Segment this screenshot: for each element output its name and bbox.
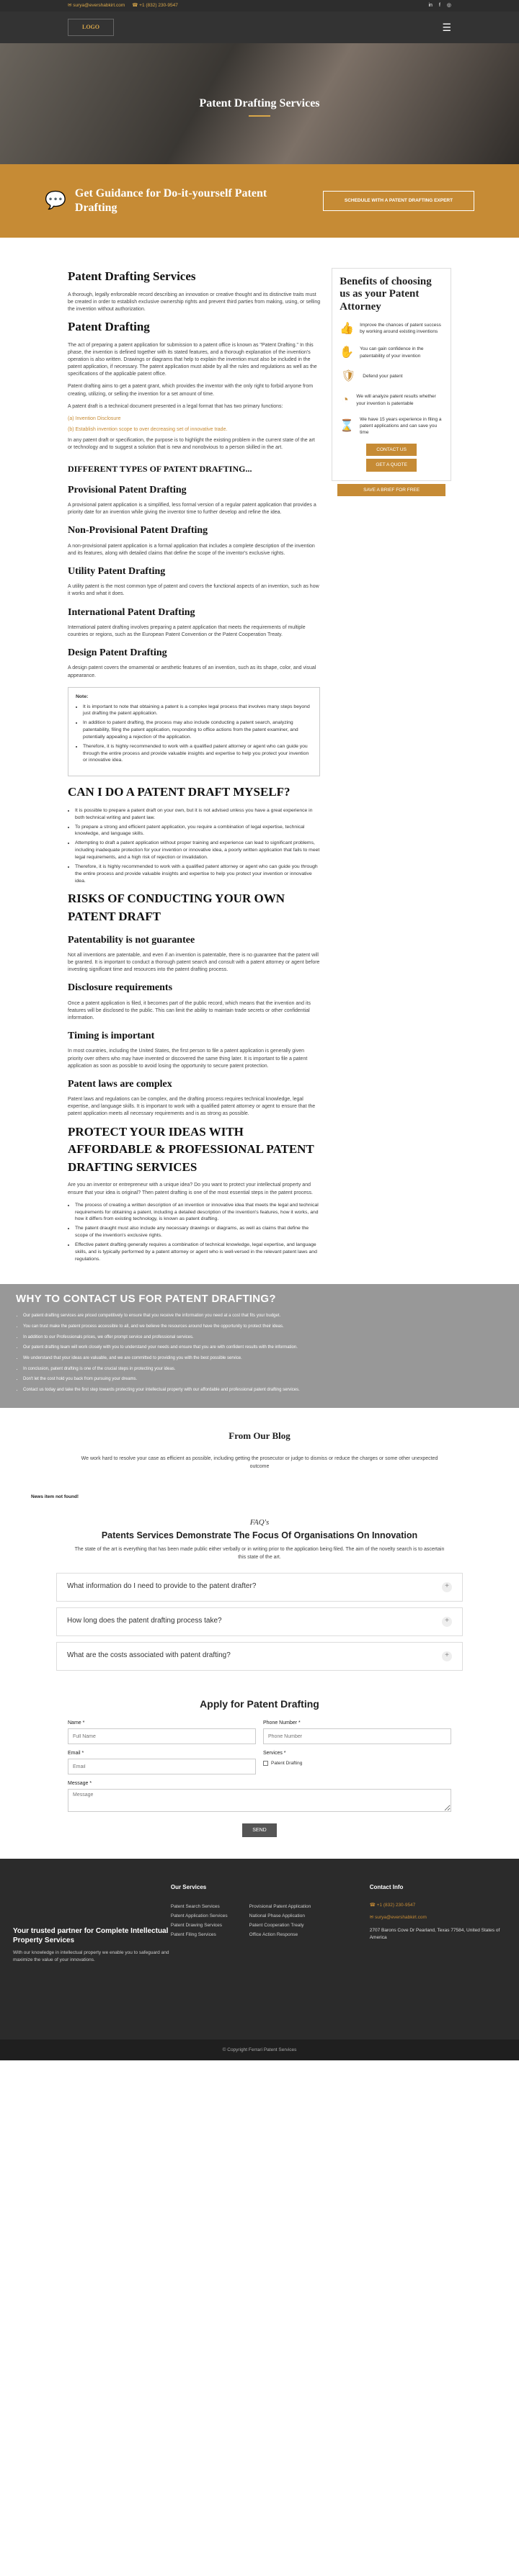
- paragraph: A utility patent is the most common type of patent and covers the functional aspects of an invention, such as how it works and what it does.: [68, 584, 319, 597]
- services-heading: Our Services: [170, 1884, 207, 1891]
- contact-us-button[interactable]: CONTACT US: [366, 444, 417, 456]
- linkedin-icon[interactable]: in: [428, 2, 432, 8]
- subsection-heading: Patentability is not guarantee: [68, 934, 195, 946]
- list-item: • To prepare a strong and efficient patent application, you require a combination of legal expertise, technical knowledge, and language skills.: [75, 824, 320, 838]
- subsection-heading: International Patent Drafting: [68, 606, 195, 618]
- paragraph: A patent draft is a technical document presented in a legal format that has two primary functions:: [68, 403, 283, 409]
- list-item: • In addition to our Professionals prices, we offer prompt service and professional services.: [23, 1334, 519, 1341]
- faq-item[interactable]: [56, 1607, 463, 1636]
- list-item: • In addition to patent drafting, the process may also include conducting a patent search, analyzing patentability, filing the patent application, responding to office actions from the patent examiner, and potentially appealing a rejection of the application.: [83, 719, 312, 741]
- plus-icon[interactable]: +: [442, 1617, 452, 1627]
- chat-icon: 💬: [45, 190, 66, 210]
- footer-tagline: Your trusted partner for Complete Intellectual Property Services: [13, 1927, 169, 1945]
- guidance-title: Get Guidance for Do-it-yourself Patent Drafting: [74, 187, 267, 214]
- list-item: • We understand that your ideas are valuable, and we are committed to providing you with the best possible service.: [23, 1355, 519, 1362]
- feature-text: We have 15 years experience in filing a patent applications and can save you time: [360, 416, 442, 436]
- logo[interactable]: LOGO: [68, 19, 114, 36]
- why-contact-section: [0, 1284, 519, 1407]
- section-heading: Patent Drafting: [68, 320, 150, 334]
- paragraph: Patent drafting aims to get a patent grant, which provides the inventor with the only right to forbid anyone from creating, utilizing, or selling the invention for a set amount of time.: [68, 384, 314, 397]
- hourglass-icon: ⌛: [340, 420, 355, 433]
- shield-icon: 🛡: [341, 370, 356, 383]
- contact-heading: Contact Info: [369, 1884, 404, 1891]
- list-item: • The process of creating a written description of an invention or innovative idea that meets the legal and technical requirements for obtaining a patent, including a detailed description of the invention's features, how it works, and how it differs from existing technology, is known as patent drafting.: [75, 1202, 320, 1224]
- phone-label: Phone Number *: [263, 1720, 301, 1725]
- faq-question: What are the costs associated with patent drafting?: [67, 1651, 231, 1660]
- feature-text: You can gain confidence in the patentability of your invention: [360, 346, 424, 359]
- footer-link[interactable]: Patent Application Services: [170, 1913, 228, 1919]
- subsection-heading: Disclosure requirements: [68, 982, 173, 994]
- footer-phone[interactable]: ☎ +1 (832) 230-9547: [369, 1903, 416, 1908]
- list-item: • The patent draught must also include any necessary drawings or diagrams, as well as claims that define the scope of the invention's exclusive rights.: [75, 1225, 320, 1239]
- feature-item: [340, 344, 443, 361]
- menu-icon[interactable]: ☰: [442, 21, 451, 33]
- list-item: • Therefore, it is highly recommended to work with a qualified patent attorney or agent who can guide you through the entire process and provide valuable insights and expertise to help you protect your invention or innovative idea.: [83, 743, 312, 765]
- paragraph: The act of preparing a patent application for submission to a patent office is known as "Patent Drafting." In this phase, the invention is defined together with its stated features, and a thorough explanation of the invention's operation is also written. Drawings or diagrams that help to explain the invention must also be included in the patent application, if necessary. The patent application must abide by all the rules and regulations as well as the specifications of the applicable patent office.: [68, 342, 317, 377]
- plus-icon[interactable]: +: [442, 1582, 452, 1592]
- facebook-icon[interactable]: f: [438, 2, 440, 8]
- footer-link[interactable]: Patent Drawing Services: [170, 1923, 223, 1929]
- service-option: Patent Drafting: [271, 1761, 303, 1767]
- subsection-heading: Utility Patent Drafting: [68, 565, 166, 577]
- feature-item: [340, 368, 443, 385]
- list-item: • Attempting to draft a patent application without proper training and experience can lead to significant problems, including inadequate protection for your invention or innovative idea, a poorly written application that fails to meet legal requirements, and a high risk of rejection or invalidation.: [75, 840, 320, 861]
- subsection-heading: Timing is important: [68, 1031, 155, 1042]
- footer-link[interactable]: National Phase Application: [249, 1913, 305, 1919]
- section-heading: CAN I DO A PATENT DRAFT MYSELF?: [68, 785, 290, 799]
- footer-link[interactable]: Provisional Patent Application: [249, 1904, 311, 1910]
- message-field[interactable]: [68, 1789, 451, 1812]
- paragraph: In any patent draft or specification, the purpose is to highlight the existing problem in the current state of the art or technology and to suggest a solution that is new and nonobvious to a person skilled in the art.: [68, 438, 315, 451]
- faq-question: What information do I need to provide to the patent drafter?: [67, 1582, 257, 1591]
- paragraph: International patent drafting involves preparing a patent application that meets the requirements of multiple countries or regions, such as the European Patent Convention or the Patent Cooperation Treaty.: [68, 624, 306, 637]
- apply-form: [0, 1677, 519, 1838]
- content-column: [68, 268, 320, 1268]
- faq-item[interactable]: [56, 1573, 463, 1602]
- footer-link[interactable]: Patent Search Services: [170, 1904, 220, 1910]
- form-title: Apply for Patent Drafting: [200, 1697, 319, 1710]
- checkbox-icon[interactable]: [263, 1761, 268, 1766]
- list-item: • Effective patent drafting generally requires a combination of technical knowledge, legal expertise, and language skills, and is typically performed by a patent attorney or agent who is well-versed in the relevant patent laws and regulations.: [75, 1242, 320, 1263]
- list-item: • Therefore, it is highly recommended to work with a qualified patent attorney or agent who can guide you through the entire process and provide valuable insights and expertise to help you protect your invention or innovative idea.: [75, 863, 320, 885]
- email-link[interactable]: ✉ surya@evershabkirt.com: [68, 3, 125, 9]
- services-label: Services *: [263, 1751, 286, 1756]
- paragraph: A design patent covers the ornamental or aesthetic features of an invention, such as its shape, color, and visual appearance.: [68, 665, 316, 678]
- faq-tag: FAQ's: [249, 1518, 270, 1527]
- list-item: • It is possible to prepare a patent draft on your own, but it is not advised unless you have a great experience in both technical writing and patent law.: [75, 807, 320, 822]
- copyright: © Copyright Ferrari Patent Services: [0, 2039, 519, 2060]
- note-label: Note:: [76, 694, 89, 699]
- email-label: Email *: [68, 1751, 84, 1756]
- hero-banner: [0, 43, 519, 164]
- feature-text: Improve the chances of patent success by working around existing inventions: [360, 322, 441, 335]
- schedule-button[interactable]: SCHEDULE WITH A PATENT DRAFTING EXPERT: [323, 191, 474, 210]
- disclosure-link[interactable]: (a) Invention Disclosure: [68, 416, 121, 421]
- section-heading: PROTECT YOUR IDEAS WITH AFFORDABLE & PROFESSIONAL PATENT DRAFTING SERVICES: [68, 1124, 314, 1174]
- scope-link[interactable]: (b) Establish invention scope to over decreasing set of innovative trade.: [68, 426, 228, 432]
- plus-icon[interactable]: +: [442, 1651, 452, 1661]
- faq-question: How long does the patent drafting process take?: [67, 1617, 222, 1625]
- feature-item: [340, 320, 443, 337]
- paragraph: A non-provisional patent application is a formal application that includes a complete description of the invention and its features, along with detailed claims that define the scope of the inventor's exclusive rights.: [68, 543, 315, 556]
- faq-subtitle: The state of the art is everything that has been made public either verbally or in writing prior to the application being filed. The aim of the novelty search is to ascertain this state of the art.: [74, 1547, 445, 1560]
- feature-text: We will analyze patent results whether your invention is patentable: [356, 394, 436, 406]
- section-heading: DIFFERENT TYPES OF PATENT DRAFTING...: [68, 464, 252, 475]
- list-item: • It is important to note that obtaining a patent is a complex legal process that involves many steps beyond just drafting the patent application.: [83, 704, 312, 718]
- footer-email[interactable]: ✉ surya@evershabkirt.com: [369, 1915, 427, 1921]
- sidebar-title: Benefits of choosing us as your Patent Attorney: [340, 276, 432, 313]
- service-checkbox[interactable]: [263, 1760, 451, 1767]
- list-item: • Our patent drafting team will work closely with you to understand your needs and ensure that you are with confident results with the information.: [23, 1345, 519, 1351]
- faq-item[interactable]: [56, 1642, 463, 1671]
- feature-item: [340, 392, 443, 408]
- no-news-message: News item not found!: [31, 1494, 79, 1499]
- guidance-banner: [0, 164, 519, 238]
- benefits-box: [332, 268, 451, 481]
- get-quote-button[interactable]: GET A QUOTE: [366, 459, 417, 471]
- paragraph: Patent laws and regulations can be complex, and the drafting process requires technical knowledge, legal expertise, and language skills. It is important to work with a qualified patent attorney or agent to ensure that the patent application meets all necessary requirements and is as strong as possible.: [68, 1097, 316, 1117]
- blog-text: We work hard to resolve your case as efficient as possible, including getting the prosecutor or judge to dismiss or reduce the charges or some other unexpected outcome: [81, 1455, 438, 1469]
- faq-section: [0, 1500, 519, 1670]
- paragraph: In most countries, including the United States, the first person to file a patent application is generally given priority over others who may have invented or discovered the same thing later. It is important to file a patent application as soon as possible to avoid losing the opportunity to secure patent protection.: [68, 1049, 308, 1069]
- name-field[interactable]: [68, 1728, 256, 1744]
- footer-link[interactable]: Patent Cooperation Treaty: [249, 1923, 304, 1929]
- subsection-heading: Design Patent Drafting: [68, 647, 167, 659]
- blog-section: [0, 1408, 519, 1471]
- pie-chart-icon: ◔: [341, 394, 349, 407]
- thumbs-up-icon: 👍: [340, 322, 355, 335]
- footer-link[interactable]: Patent Filing Services: [170, 1932, 216, 1938]
- name-label: Name *: [68, 1720, 85, 1725]
- list-item: • Don't let the cost hold you back from pursuing your dreams.: [23, 1376, 519, 1383]
- top-bar: [0, 0, 519, 12]
- subsection-heading: Patent laws are complex: [68, 1078, 172, 1090]
- sidebar: [332, 268, 451, 1268]
- why-title: WHY TO CONTACT US FOR PATENT DRAFTING?: [16, 1293, 276, 1306]
- send-button[interactable]: SEND: [242, 1823, 276, 1837]
- save-brief-button[interactable]: SAVE A BRIEF FOR FREE: [337, 484, 445, 496]
- subsection-heading: Non-Provisional Patent Drafting: [68, 525, 208, 537]
- list-item: • Contact us today and take the first step towards protecting your intellectual property with our affordable and professional patent drafting services.: [23, 1387, 519, 1394]
- phone-link[interactable]: ☎ +1 (832) 230-9547: [132, 3, 178, 9]
- footer-address: 2707 Barons Cove Dr Pearland, Texas 77584, United States of America: [369, 1927, 500, 1940]
- hand-icon: ✋: [340, 346, 355, 359]
- feature-text: Defend your patent: [363, 374, 403, 379]
- faq-title: Patents Services Demonstrate The Focus Of Organisations On Innovation: [101, 1530, 418, 1541]
- main-section: [0, 238, 519, 1268]
- paragraph: A provisional patent application is a simplified, less formal version of a regular patent application that provides a priority date for an invention while giving the inventor time to further develop and refine the idea.: [68, 503, 316, 516]
- note-box: [68, 687, 320, 777]
- subsection-heading: Provisional Patent Drafting: [68, 484, 187, 495]
- paragraph: A thorough, legally enforceable record describing an innovation or creative thought and its distinctive traits must be created in order to establish exclusive ownership rights and prevent third parties from making, using, or selling the invention without authorization.: [68, 292, 321, 312]
- instagram-icon[interactable]: ◎: [446, 2, 451, 8]
- paragraph: Are you an inventor or entrepreneur with a unique idea? Do you want to protect your intellectual property and ensure that your idea is original? Then patent drafting is one of the most essential steps in the patent process.: [68, 1182, 313, 1195]
- blog-title: From Our Blog: [229, 1430, 290, 1441]
- list-item: • In conclusion, patent drafting is one of the crucial steps in protecting your ideas.: [23, 1366, 519, 1373]
- list-item: • Our patent drafting services are priced competitively to ensure that you receive the information you need at a cost that fits your budget.: [23, 1313, 519, 1319]
- navbar: [0, 12, 519, 43]
- list-item: • You can trust make the patent process accessible to all, and we believe the resources around have the opportunity to protect their ideas.: [23, 1324, 519, 1330]
- footer-description: With our knowledge in intellectual property we enable you to safeguard and maximize the value of your innovations.: [13, 1950, 169, 1962]
- section-heading: RISKS OF CONDUCTING YOUR OWN PATENT DRAFT: [68, 892, 285, 923]
- message-label: Message *: [68, 1781, 92, 1787]
- section-heading: Patent Drafting Services: [68, 269, 196, 283]
- phone-field[interactable]: [263, 1728, 451, 1744]
- paragraph: Not all inventions are patentable, and even if an invention is patentable, there is no guarantee that the patent will be granted. It is important to conduct a thorough patent search and consult with a patent attorney or agent before investing significant time and resources into the patent drafting process.: [68, 952, 320, 973]
- email-field[interactable]: [68, 1759, 256, 1774]
- page-title: Patent Drafting Services: [199, 95, 319, 112]
- feature-item: [340, 416, 443, 436]
- footer-link[interactable]: Office Action Response: [249, 1932, 298, 1938]
- footer: [0, 1859, 519, 2060]
- paragraph: Once a patent application is filed, it becomes part of the public record, which means that the invention and its features will be disclosed to the public. This can limit the ability to maintain trade secrets or other confidential information.: [68, 1000, 311, 1020]
